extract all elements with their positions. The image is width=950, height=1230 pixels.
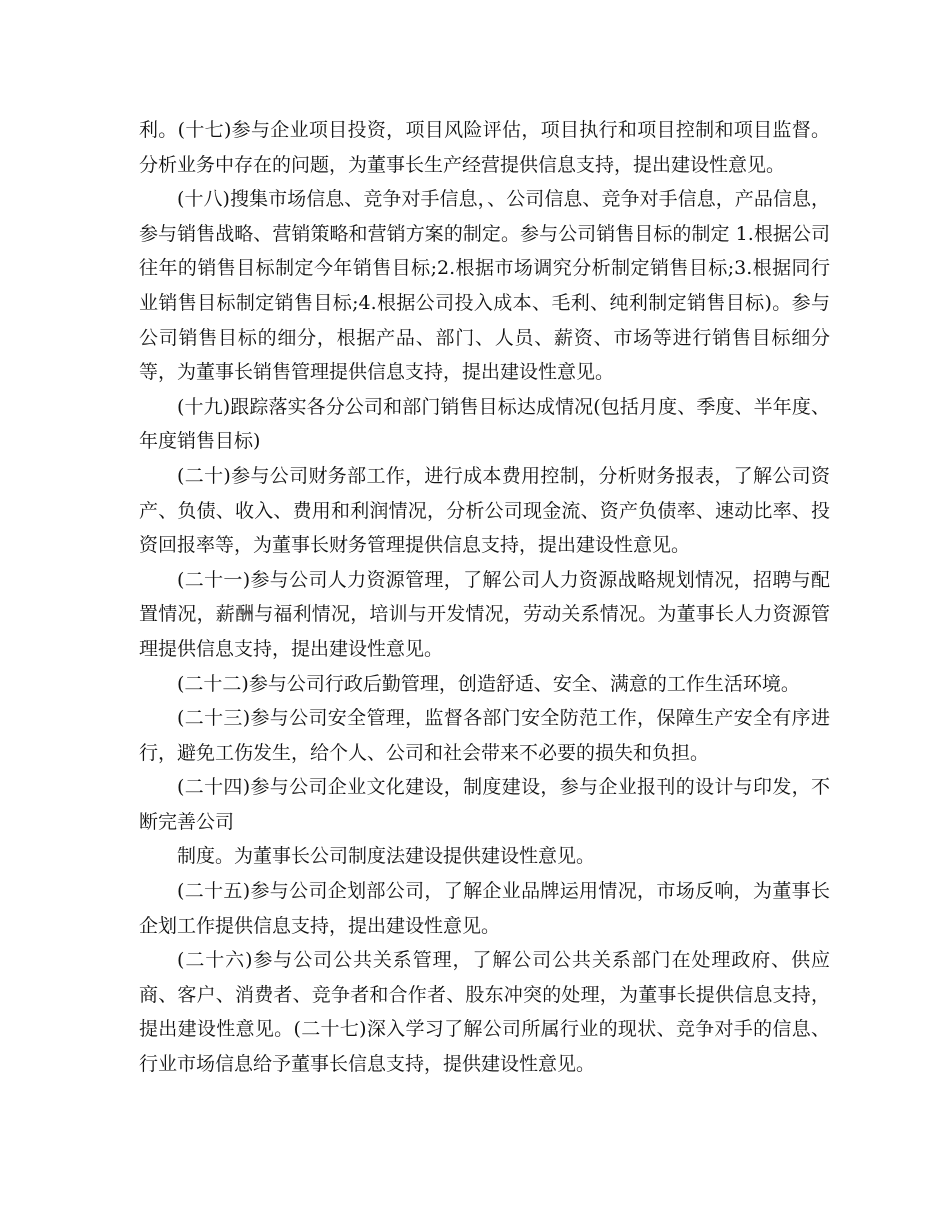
paragraph-19: (十九)跟踪落实各分公司和部门销售目标达成情况(包括月度、季度、半年度、年度销售目标) <box>139 395 830 453</box>
paragraph-24-continuation: 制度。为董事长公司制度法建设提供建设性意见。 <box>177 845 596 868</box>
paragraph-26: (二十六)参与公司公共关系管理，了解公司公共关系部门在处理政府、供应商、客户、消费者、竞争者和合作者、股东冲突的处理，为董事长提供信息支持，提出建设性意见。(二十七)深入学习了解公司所属行业的现状、竞争对手的信息、行业市场信息给予董事长信息支持，提供建设性意见。 <box>139 949 830 1076</box>
paragraph-21: (二十一)参与公司人力资源管理，了解公司人力资源战略规划情况，招聘与配置情况，薪酬与福利情况，培训与开发情况，劳动关系情况。为董事长人力资源管理提供信息支持，提出建设性意见。 <box>139 568 830 660</box>
paragraph-18: (十八)搜集市场信息、竞争对手信息，、公司信息、竞争对手信息，产品信息，参与销售战略、营销策略和营销方案的制定。参与公司销售目标的制定 1.根据公司往年的销售目标制定今年销售目标;2.根据市场调究分析制定销售目标;3.根据同行业销售目标制定销售目标;4.根据公司投入成本、毛利、纯利制定销售目标)。参与公司销售目标的细分，根据产品、部门、人员、薪资、市场等进行销售目标细分等，为董事长销售管理提供信息支持，提出建设性意见。 <box>139 188 830 384</box>
paragraph-25: (二十五)参与公司企划部公司，了解企业品牌运用情况，市场反响，为董事长企划工作提供信息支持，提出建设性意见。 <box>139 880 830 937</box>
paragraph-23: (二十三)参与公司安全管理，监督各部门安全防范工作，保障生产安全有序进行，避免工伤发生，给个人、公司和社会带来不必要的损失和负担。 <box>139 707 830 764</box>
paragraph-22: (二十二)参与公司行政后勤管理，创造舒适、安全、满意的工作生活环境。 <box>177 672 800 695</box>
paragraph-20: (二十)参与公司财务部工作，进行成本费用控制，分析财务报表，了解公司资产、负债、收入、费用和利润情况，分析公司现金流、资产负债率、速动比率、投资回报率等，为董事长财务管理提供信息支持，提出建设性意见。 <box>139 464 830 557</box>
paragraph-24: (二十四)参与公司企业文化建设，制度建设，参与企业报刊的设计与印发，不断完善公司 <box>139 776 830 833</box>
paragraph-17: 利。(十七)参与企业项目投资，项目风险评估，项目执行和项目控制和项目监督。分析业务中存在的问题，为董事长生产经营提供信息支持，提出建设性意见。 <box>139 119 830 176</box>
